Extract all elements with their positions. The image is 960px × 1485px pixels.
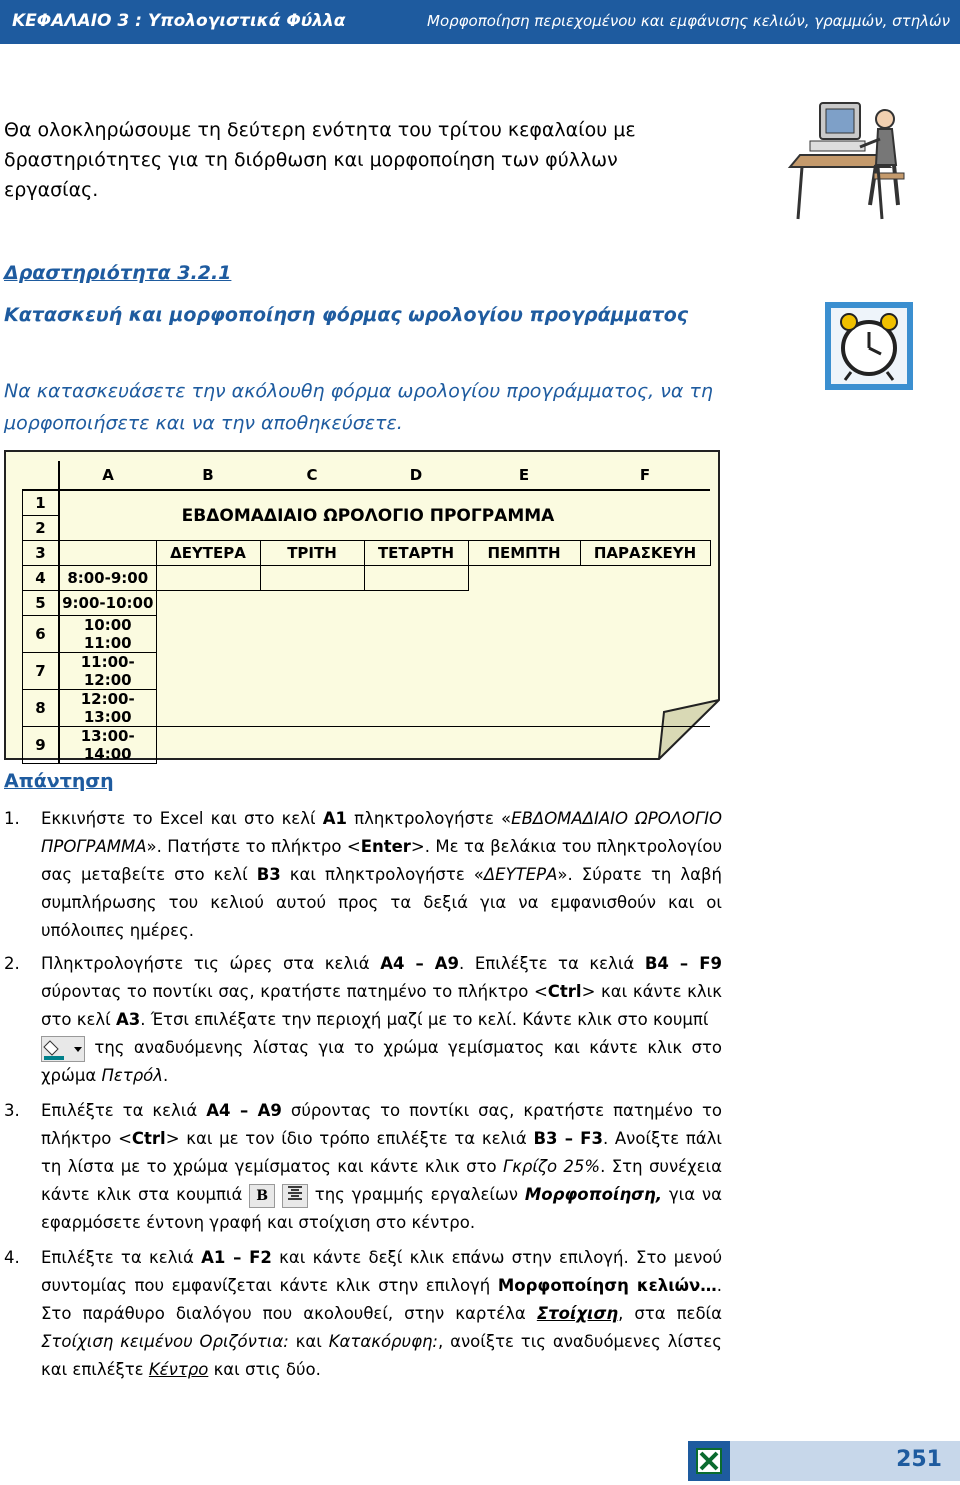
column-header: B [156, 461, 260, 490]
row-number: 9 [23, 727, 60, 764]
section-title: Μορφοποίηση περιεχομένου και εμφάνισης κελιών, γραμμών, στηλών [427, 12, 950, 30]
step-number: 1. [4, 809, 20, 828]
chapter-header [0, 0, 960, 44]
row-number: 3 [23, 541, 60, 566]
empty-cell [59, 541, 156, 566]
page-number: 251 [896, 1447, 942, 1472]
column-header: A [59, 461, 156, 490]
day-cell: ΤΡΙΤΗ [260, 541, 364, 566]
row-number: 2 [23, 516, 60, 541]
step-number: 3. [4, 1101, 20, 1120]
chapter-title: ΚΕΦΑΛΑΙΟ 3 : Υπολογιστικά Φύλλα [12, 11, 346, 31]
day-cell: ΤΕΤΑΡΤΗ [364, 541, 468, 566]
center-align-icon [282, 1184, 308, 1208]
hour-cell: 10:00 11:00 [59, 616, 156, 653]
column-header: C [260, 461, 364, 490]
row-number: 4 [23, 566, 60, 591]
timetable-grid [22, 461, 711, 764]
page-number-bar [730, 1441, 960, 1481]
step-text: Επιλέξτε τα κελιά A4 – A9 σύροντας το ποντίκι σας, κρατήστε πατημένο το πλήκτρο <Ctrl> και με τον ίδιο τρόπο επιλέξτε τα κελιά B3 – F3. Ανοίξτε πάλι τη λίστα με το χρώμα γεμίσματος και κάντε κλικ στο Γκρίζο 25%. Στη συνέχεια κάντε κλικ στα κουμπιά B της γραμμής εργαλείων Μορφοποίηση, για να εφαρμόσετε έντονη γραφή και στοίχιση στο κέντρο. [41, 1101, 722, 1232]
day-cell: ΠΑΡΑΣΚΕΥΗ [580, 541, 710, 566]
step-number: 4. [4, 1248, 20, 1267]
intro-paragraph: Θα ολοκληρώσουμε τη δεύτερη ενότητα του τρίτου κεφαλαίου με δραστηριότητες για τη διόρθωση και μορφοποίηση των φύλλων εργασίας. [4, 119, 636, 201]
hour-cell: 9:00-10:00 [59, 591, 156, 616]
row-number: 8 [23, 690, 60, 727]
alarm-clock-illustration [823, 300, 915, 392]
step-number: 2. [4, 954, 20, 973]
column-header: F [580, 461, 710, 490]
step-text: Πληκτρολογήστε τις ώρες στα κελιά A4 – A9. Επιλέξτε τα κελιά B4 – F9 σύροντας το ποντίκι σας, κρατήστε πατημένο το πλήκτρο <Ctrl> και κάντε κλικ στο κελί A3. Έτσι επιλέξατε την περιοχή μαζί με το κελί. Κάντε κλικ στο κουμπί της αναδυόμενης λίστας για το χρώμα γεμίσματος και κάντε κλικ στο χρώμα Πετρόλ. [41, 954, 722, 1085]
bold-icon: B [249, 1184, 275, 1208]
hour-cell: 8:00-9:00 [59, 566, 156, 591]
step-text: Επιλέξτε τα κελιά A1 – F2 και κάντε δεξί κλικ επάνω στην επιλογή. Στο μενού συντομίας που εμφανίζεται κάντε κλικ στην επιλογή Μορφοποίηση κελιών…. Στο παράθυρο διαλόγου που ακολουθεί, στην καρτέλα Στοίχιση, στα πεδία Στοίχιση κειμένου Οριζόντια: και Κατακόρυφη:, ανοίξτε τις αναδυόμενες λίστες και επιλέξτε Κέντρο και στις δύο. [41, 1248, 723, 1379]
day-cell: ΠΕΜΠΤΗ [468, 541, 580, 566]
excel-icon [688, 1441, 730, 1481]
answer-heading: Απάντηση [4, 770, 114, 792]
corner-cell [23, 461, 60, 490]
activity-title: Δραστηριότητα 3.2.1 [4, 262, 232, 284]
activity-subtitle: Κατασκευή και μορφοποίηση φόρμας ωρολογίου προγράμματος [4, 304, 689, 326]
row-number: 5 [23, 591, 60, 616]
fill-color-icon [41, 1036, 85, 1062]
computer-user-illustration [780, 95, 910, 225]
hour-cell: 12:00-13:00 [59, 690, 156, 727]
row-number: 1 [23, 490, 60, 516]
column-header: E [468, 461, 580, 490]
sheet-title-cell: ΕΒΔΟΜΑΔΙΑΙΟ ΩΡΟΛΟΓΙΟ ΠΡΟΓΡΑΜΜΑ [181, 505, 555, 526]
row-number: 7 [23, 653, 60, 690]
hour-cell: 13:00-14:00 [59, 727, 156, 764]
row-number: 6 [23, 616, 60, 653]
activity-task: Να κατασκευάσετε την ακόλουθη φόρμα ωρολογίου προγράμματος, να τη μορφοποιήσετε και να την αποθηκεύσετε. [4, 380, 713, 434]
step-text: Εκκινήστε το Excel και στο κελί A1 πληκτρολογήστε «ΕΒΔΟΜΑΔΙΑΙΟ ΩΡΟΛΟΓΙΟ ΠΡΟΓΡΑΜΜΑ». Πατήστε το πλήκτρο <Enter>. Με τα βελάκια του πληκτρολογίου σας μεταβείτε στο κελί B3 και πληκτρολογήστε «ΔΕΥΤΕΡΑ». Σύρατε τη λαβή συμπλήρωσης του κελιού αυτού προς τα δεξιά για να εμφανισθούν και οι υπόλοιπες ημέρες. [41, 809, 723, 940]
day-cell: ΔΕΥΤΕΡΑ [156, 541, 260, 566]
column-header: D [364, 461, 468, 490]
hour-cell: 11:00-12:00 [59, 653, 156, 690]
